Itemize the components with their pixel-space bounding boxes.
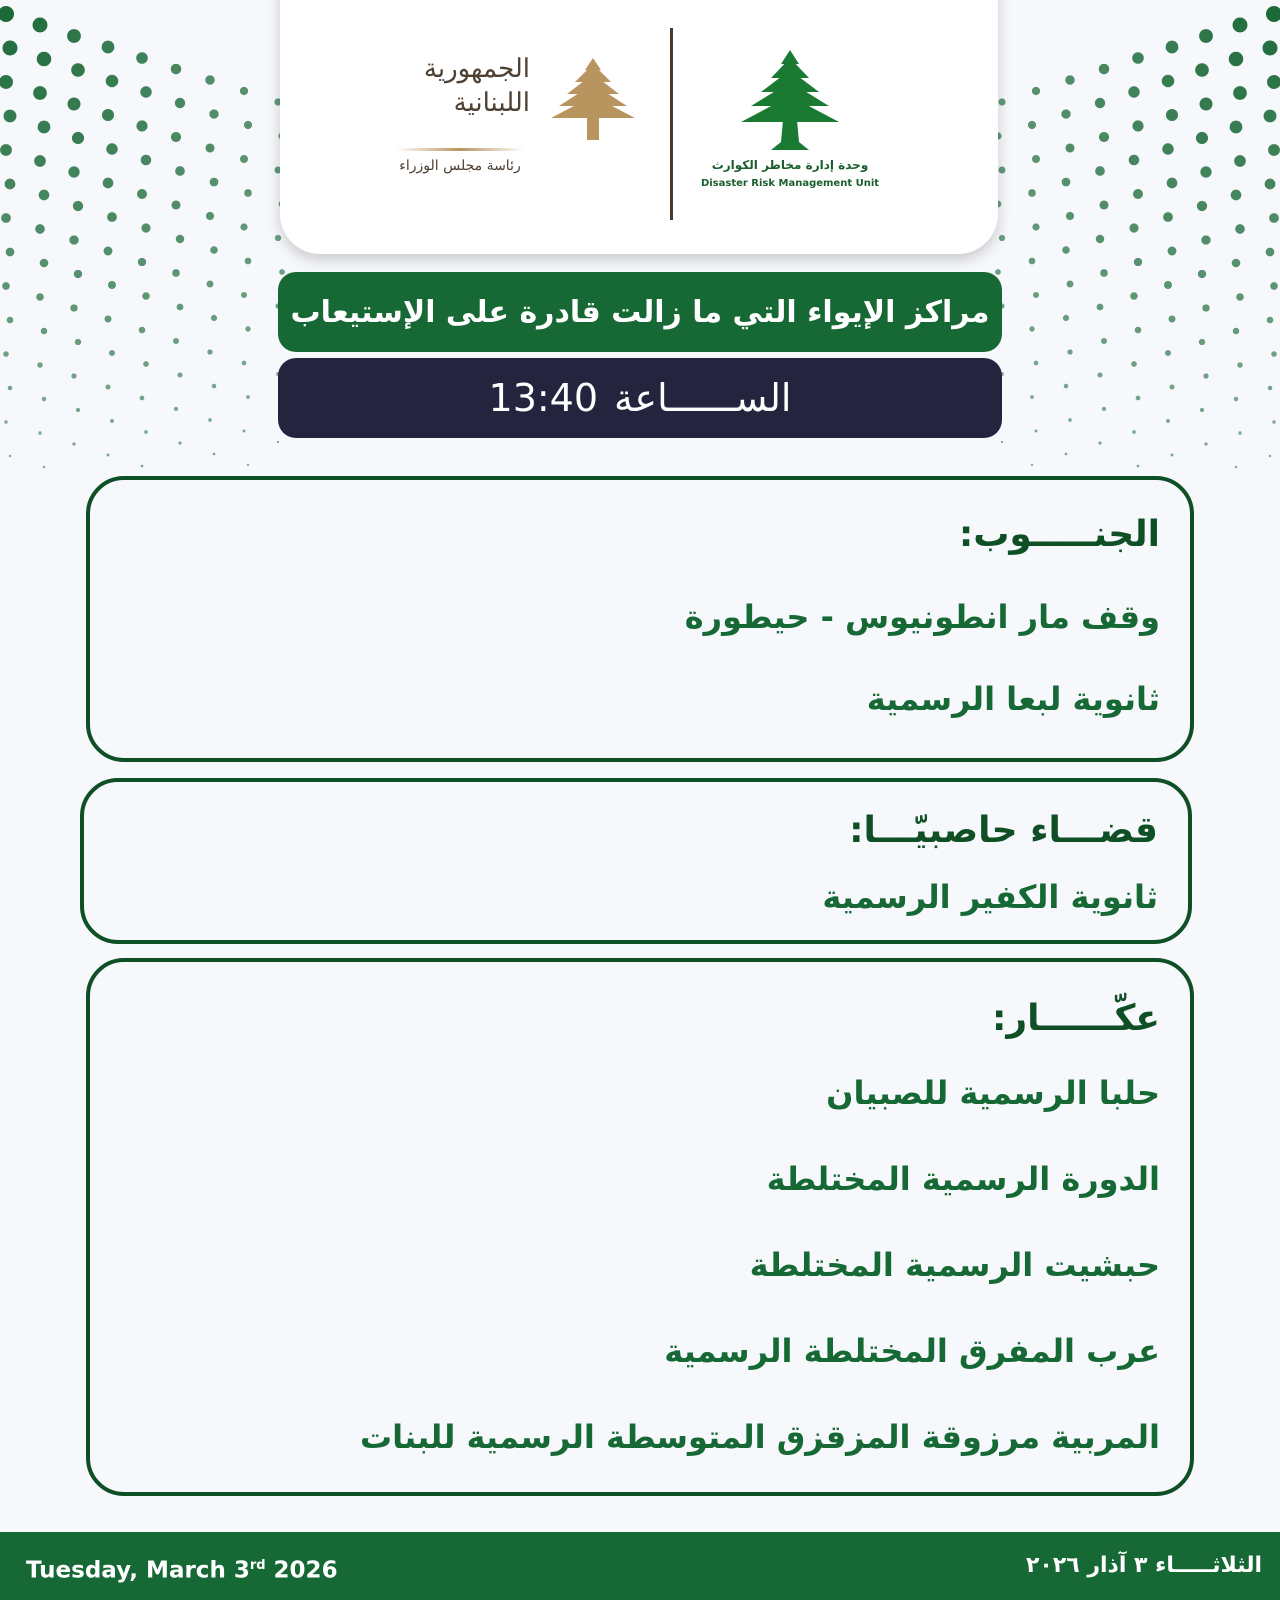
date-en-ordinal: rd (249, 1558, 266, 1573)
shelter-item: ثانوية الكفير الرسمية (822, 878, 1158, 916)
shelter-item: الدورة الرسمية المختلطة (766, 1160, 1160, 1198)
dot-pattern-right (980, 0, 1280, 480)
logo-divider (670, 28, 673, 220)
republic-line2: اللبنانية (453, 88, 530, 118)
date-en-year: 2026 (265, 1557, 338, 1584)
republic-calligraphy (390, 52, 530, 120)
footer-bar (0, 1532, 1280, 1600)
shelter-item: ثانوية لبعا الرسمية (866, 680, 1160, 718)
green-cedar-icon (735, 50, 845, 155)
region-box-akkar (86, 958, 1194, 1496)
time-label: الســــــاعة (614, 376, 792, 420)
region-heading: الجنـــــوب: (958, 514, 1160, 555)
shelter-item: حلبا الرسمية للصبيان (826, 1074, 1160, 1112)
dot-pattern-left (0, 0, 300, 480)
gold-cedar-icon (545, 56, 641, 142)
region-heading: قضـــاء حاصبيّـــا: (849, 810, 1158, 851)
region-box-hasbaya (80, 778, 1192, 944)
gold-rule (396, 148, 524, 151)
date-arabic: الثلاثـــــاء ٣ آذار ٢٠٢٦ (1025, 1553, 1262, 1578)
date-english (26, 1532, 338, 1600)
drm-english-name: Disaster Risk Management Unit (700, 178, 880, 189)
page-title: مراكز الإيواء التي ما زالت قادرة على الإستيعاب (278, 272, 1002, 352)
lebanese-republic-logo (390, 52, 640, 192)
shelter-item: عرب المفرق المختلطة الرسمية (664, 1332, 1160, 1370)
drm-unit-logo (690, 50, 890, 200)
republic-line1: الجمهورية (423, 54, 530, 84)
region-heading: عكّــــــار: (992, 998, 1160, 1039)
time-value: 13:40 (488, 376, 599, 420)
shelter-item: وقف مار انطونيوس - حيطورة (684, 598, 1160, 636)
shelter-item: المربية مرزوقة المزقزق المتوسطة الرسمية للبنات (360, 1418, 1160, 1456)
drm-arabic-name: وحدة إدارة مخاطر الكوارث (711, 158, 869, 172)
region-box-south (86, 476, 1194, 762)
time-banner (278, 358, 1002, 438)
logo-card (280, 0, 998, 254)
shelter-item: حبشيت الرسمية المختلطة (749, 1246, 1160, 1284)
republic-subtitle: رئاسة مجلس الوزراء (399, 158, 521, 174)
date-en-prefix: Tuesday, March 3 (26, 1557, 250, 1584)
